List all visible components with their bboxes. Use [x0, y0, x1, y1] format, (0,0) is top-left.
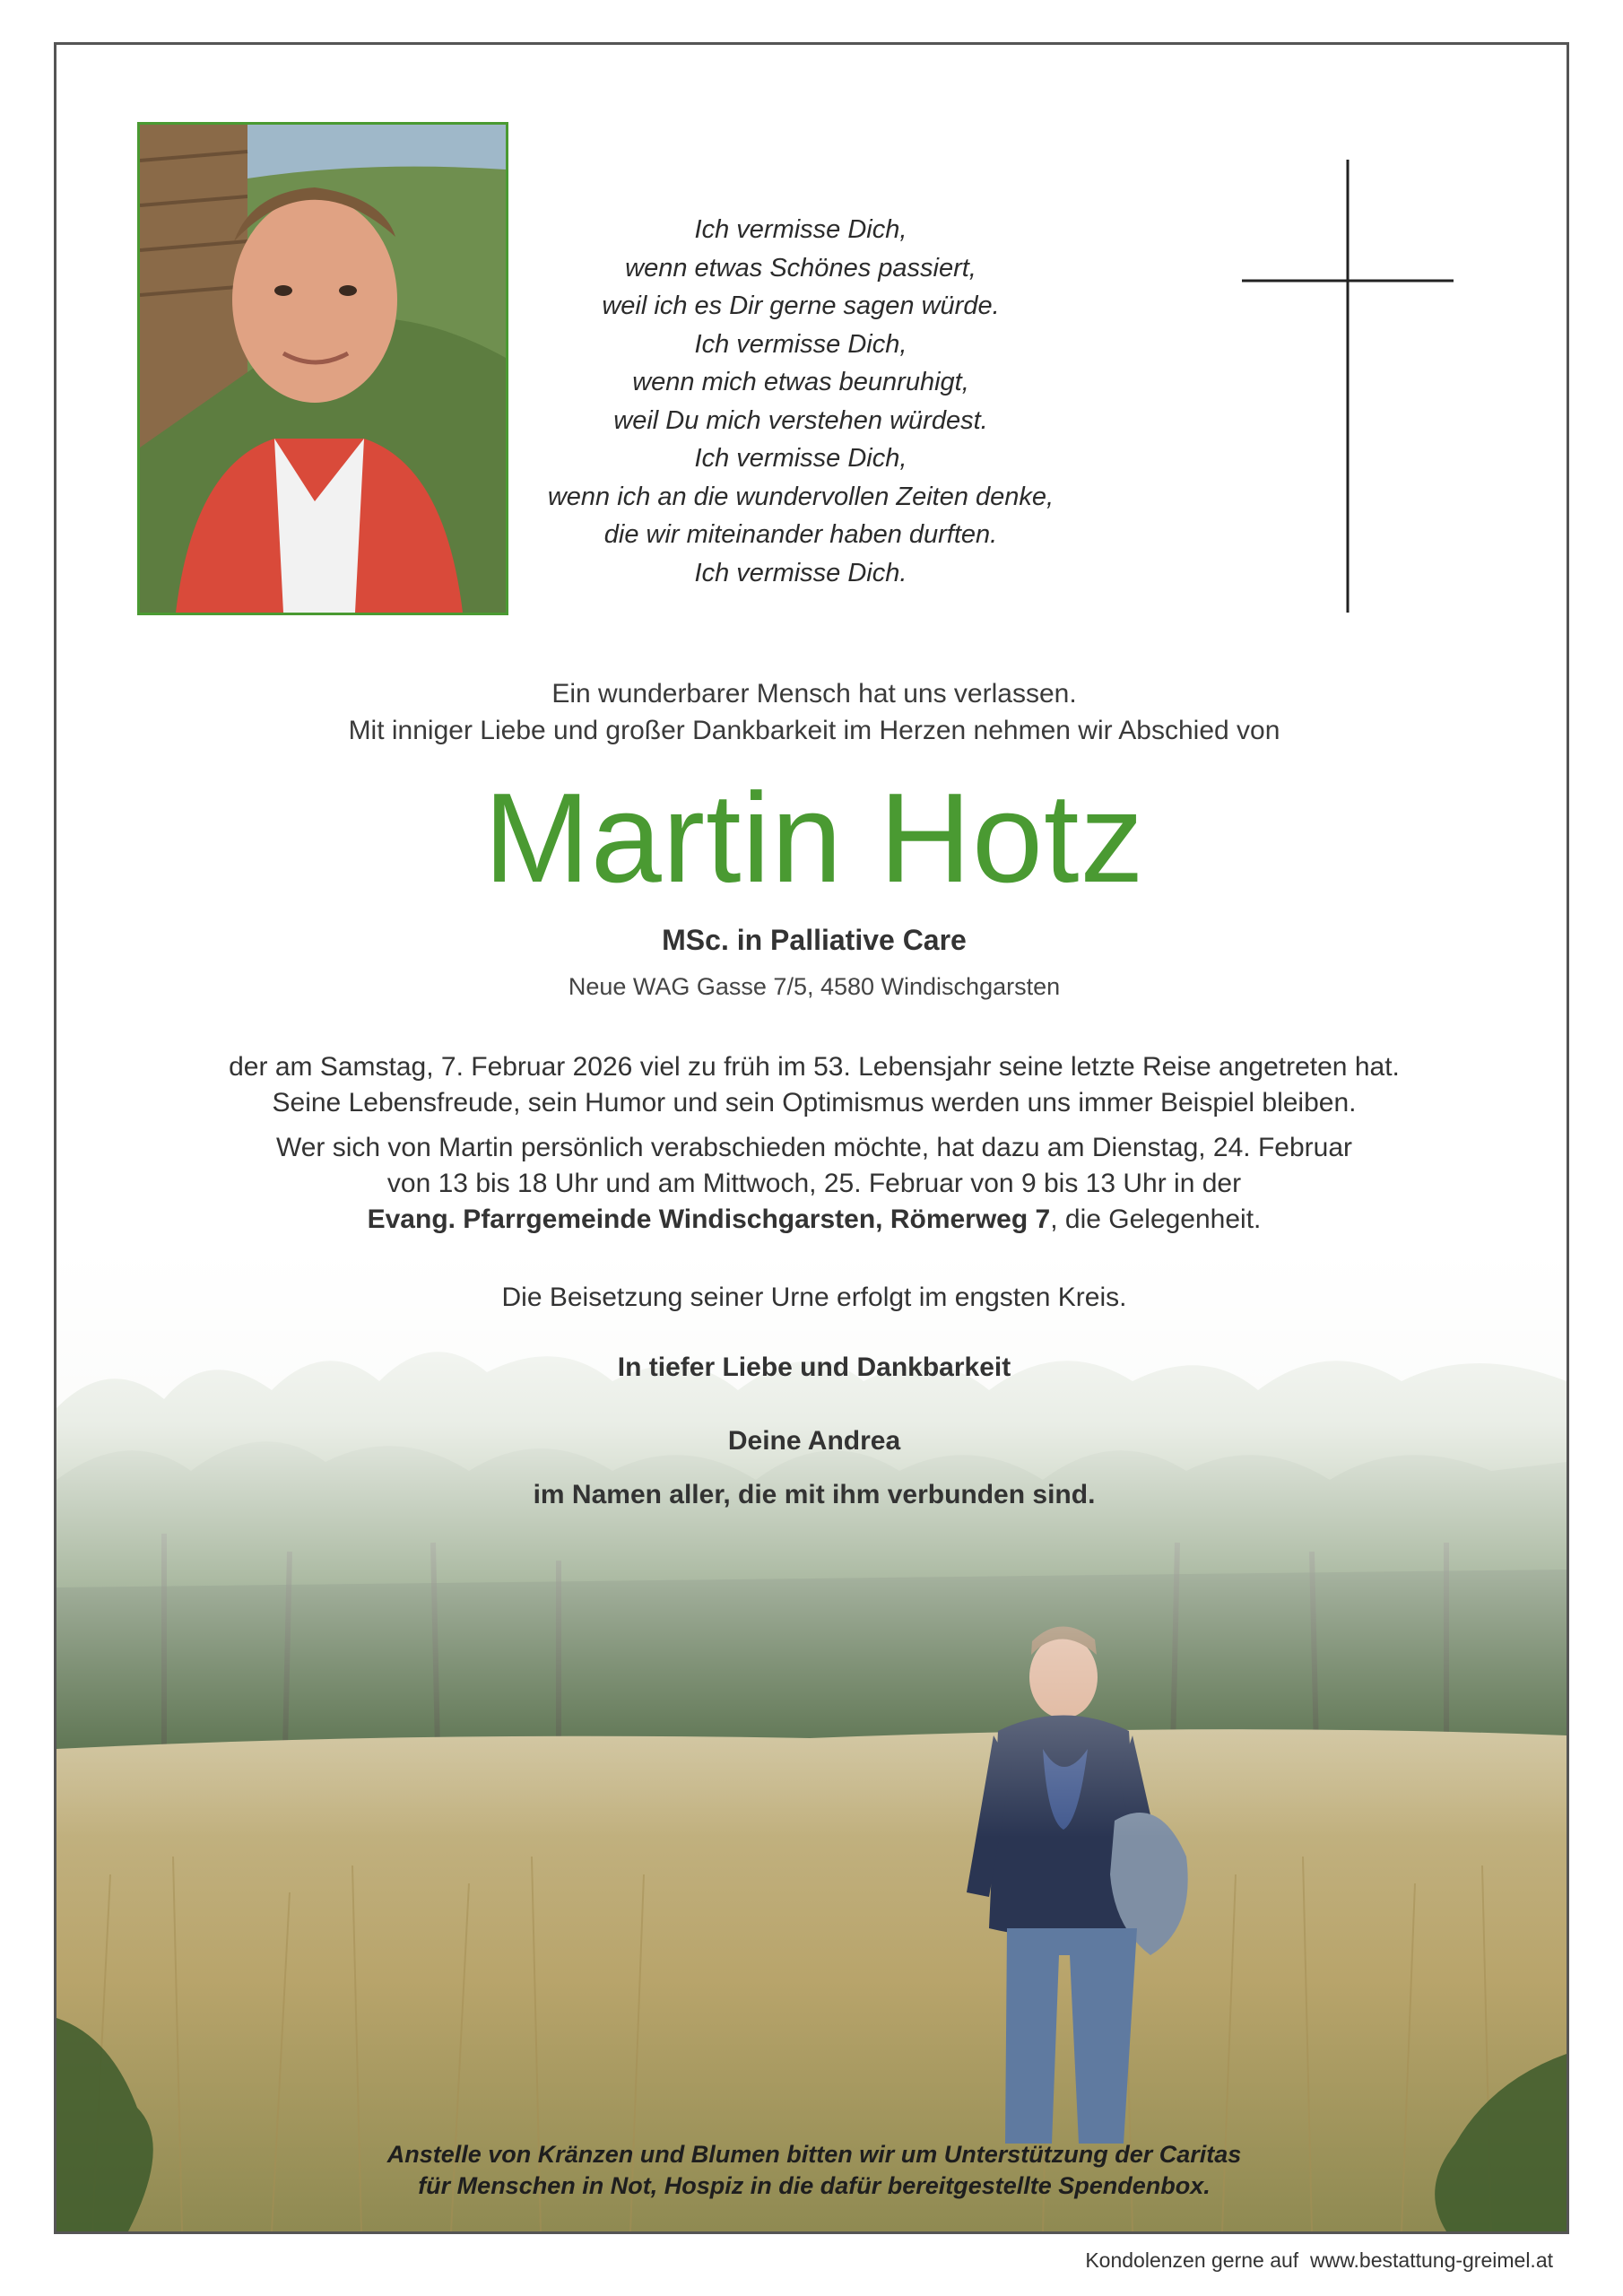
footer-label: Kondolenzen gerne auf — [1085, 2248, 1299, 2272]
announcement-line-1: der am Samstag, 7. Februar 2026 viel zu früh im 53. Lebensjahr seine letzte Reise angetreten hat. — [229, 1052, 1400, 1082]
donation-line-2: für Menschen in Not, Hospiz in die dafür bereitgestellte Spendenbox. — [418, 2172, 1211, 2199]
deceased-name: Martin Hotz — [483, 767, 1145, 909]
farewell-suffix: , die Gelegenheit. — [1050, 1205, 1262, 1234]
cross-icon — [1240, 160, 1455, 613]
poem-line: Ich vermisse Dich, — [694, 215, 907, 244]
farewell-line-3 — [56, 1202, 1569, 1238]
deceased-address: Neue WAG Gasse 7/5, 4580 Windischgarsten — [568, 973, 1061, 1000]
intro-line-2: Mit inniger Liebe und großer Dankbarkeit im Herzen nehmen wir Abschied von — [348, 716, 1280, 745]
poem-line: wenn mich etwas beunruhigt, — [632, 368, 969, 396]
death-announcement — [56, 1049, 1569, 1121]
poem-line: Ich vermisse Dich, — [694, 444, 907, 473]
poem-line: die wir miteinander haben durften. — [603, 520, 998, 549]
farewell-info — [56, 1130, 1569, 1238]
obituary-frame — [54, 42, 1569, 2234]
portrait-photo — [137, 122, 508, 615]
donation-line-1: Anstelle von Kränzen und Blumen bitten wir um Unterstützung der Caritas — [386, 2141, 1242, 2168]
closing-phrase: In tiefer Liebe und Dankbarkeit — [617, 1352, 1011, 1382]
intro-line-1: Ein wunderbarer Mensch hat uns verlassen. — [551, 679, 1077, 709]
poem-line: Ich vermisse Dich, — [694, 329, 907, 359]
farewell-line-2: von 13 bis 18 Uhr und am Mittwoch, 25. Februar von 9 bis 13 Uhr in der — [386, 1169, 1242, 1198]
donation-note — [56, 2139, 1569, 2202]
landscape-photo — [56, 1247, 1567, 2231]
poem-line: wenn etwas Schönes passiert, — [625, 253, 976, 283]
footer-condolences — [1085, 2248, 1553, 2273]
burial-note: Die Beisetzung seiner Urne erfolgt im engsten Kreis. — [501, 1283, 1127, 1312]
signer: Deine Andrea — [727, 1426, 901, 1456]
intro-text — [56, 675, 1569, 749]
deceased-title: MSc. in Palliative Care — [662, 924, 967, 956]
poem-line: Ich vermisse Dich. — [694, 558, 907, 587]
funeral-home-link[interactable]: www.bestattung-greimel.at — [1309, 2248, 1553, 2272]
poem-line: weil Du mich verstehen würdest. — [613, 405, 988, 435]
signer-subline: im Namen aller, die mit ihm verbunden sind. — [533, 1480, 1096, 1509]
farewell-line-1: Wer sich von Martin persönlich verabschieden möchte, hat dazu am Dienstag, 24. Februar — [275, 1133, 1353, 1162]
announcement-line-2: Seine Lebensfreude, sein Humor und sein Optimismus werden uns immer Beispiel bleiben. — [272, 1088, 1357, 1118]
poem-line: weil ich es Dir gerne sagen würde. — [602, 291, 1000, 320]
poem-line: wenn ich an die wundervollen Zeiten denke, — [547, 482, 1055, 511]
farewell-location: Evang. Pfarrgemeinde Windischgarsten, Römerweg 7 — [367, 1205, 1051, 1234]
poem — [505, 211, 1097, 592]
